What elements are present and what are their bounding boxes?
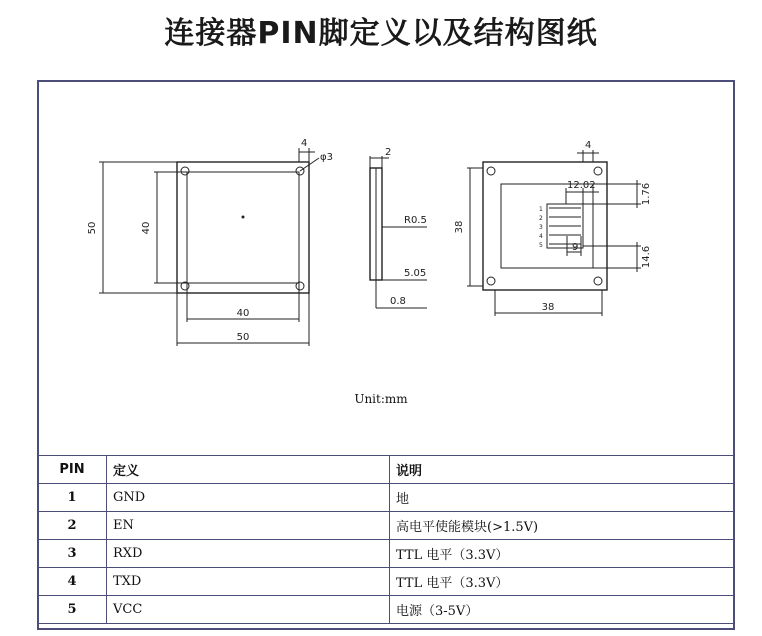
pin-number: 4 — [38, 568, 107, 596]
front-view — [99, 148, 319, 346]
table-header-row — [38, 456, 735, 484]
dim-back-width: 38 — [541, 302, 555, 313]
pin-definition: EN — [107, 512, 390, 540]
pin-definition: GND — [107, 484, 390, 512]
dim-front-outer-height: 50 — [87, 221, 98, 235]
dim-back-height: 38 — [454, 220, 465, 234]
pin-mark-3: 3 — [539, 224, 543, 231]
dim-side-height: 5.05 — [404, 268, 427, 279]
pin-number: 1 — [38, 484, 107, 512]
dim-front-inner-width: 40 — [236, 308, 250, 319]
header-description: 说明 — [390, 456, 735, 484]
dim-back-offset: 14.6 — [641, 245, 652, 269]
pin-definition-table — [37, 455, 735, 624]
pin-number: 2 — [38, 512, 107, 540]
table-row — [38, 484, 735, 512]
dim-front-hole: φ3 — [320, 152, 333, 163]
pin-description: TTL 电平（3.3V） — [390, 540, 735, 568]
pin-description: 电源（3-5V） — [390, 596, 735, 624]
dim-back-offset-top: 1.76 — [641, 182, 652, 206]
dim-front-inner-height: 40 — [141, 221, 152, 235]
dim-back-pin-span: 9 — [572, 242, 579, 253]
header-definition: 定义 — [107, 456, 390, 484]
dim-back-pitch: 12.02 — [567, 180, 596, 191]
side-view — [370, 156, 427, 308]
dim-side-radius: R0.5 — [404, 215, 427, 226]
pin-definition: VCC — [107, 596, 390, 624]
pin-mark-5: 5 — [539, 242, 543, 249]
center-mark — [242, 216, 245, 219]
pin-definition: TXD — [107, 568, 390, 596]
dim-front-outer-width: 50 — [236, 332, 250, 343]
header-pin: PIN — [38, 456, 107, 484]
pin-description: 高电平使能模块(>1.5V) — [390, 512, 735, 540]
table-row — [38, 512, 735, 540]
pin-number: 3 — [38, 540, 107, 568]
table-row — [38, 596, 735, 624]
pin-mark-1: 1 — [539, 206, 543, 213]
pin-description: TTL 电平（3.3V） — [390, 568, 735, 596]
pin-number: 5 — [38, 596, 107, 624]
back-view — [467, 150, 641, 316]
pin-description: 地 — [390, 484, 735, 512]
dim-front-tab: 4 — [301, 138, 308, 149]
pin-mark-4: 4 — [539, 233, 543, 240]
table-row — [38, 540, 735, 568]
pin-mark-2: 2 — [539, 215, 543, 222]
page-title: 连接器PIN脚定义以及结构图纸 — [164, 16, 598, 51]
dim-side-base: 0.8 — [390, 296, 406, 307]
table-row — [38, 568, 735, 596]
dim-back-tab: 4 — [585, 140, 592, 151]
dim-side-thickness: 2 — [385, 147, 392, 158]
pin-definition: RXD — [107, 540, 390, 568]
unit-label: Unit:mm — [354, 392, 408, 406]
